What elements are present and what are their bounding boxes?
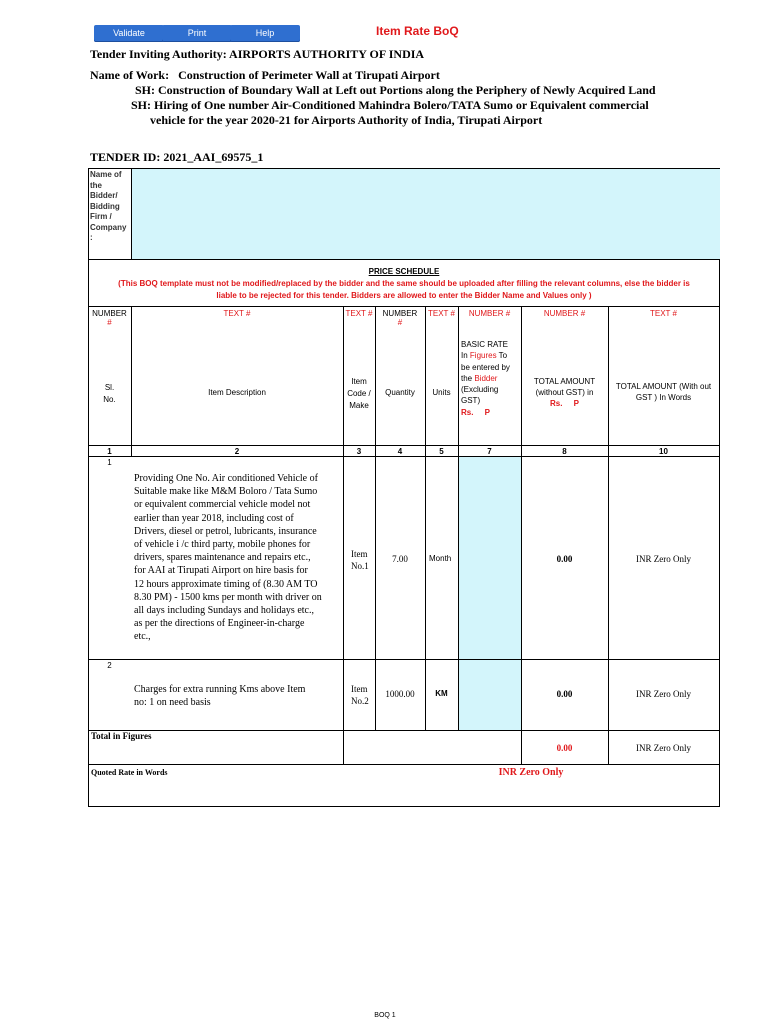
name-of-work-value: Construction of Perimeter Wall at Tirupati Airport — [178, 68, 440, 82]
sub-head-2-line1: SH: Hiring of One number Air-Conditioned Mahindra Bolero/TATA Sumo or Equivalent commercial — [131, 98, 649, 112]
sub-head-1: SH: Construction of Boundary Wall at Left out Portions along the Periphery of Newly Acquired Land — [135, 83, 656, 97]
total-words: INR Zero Only — [636, 743, 691, 753]
print-button[interactable]: Print — [162, 25, 232, 42]
header-item-code: Item Code / Make — [347, 377, 371, 410]
item-2-code: Item No.2 — [351, 684, 369, 706]
col-number: 3 — [356, 447, 362, 456]
item-1-total: 0.00 — [556, 554, 573, 564]
col-number: 7 — [487, 447, 492, 456]
item-1-quantity: 7.00 — [392, 554, 408, 564]
col-number: 8 — [562, 447, 567, 456]
col-number: 1 — [107, 447, 112, 456]
type-col-4: NUMBER # — [382, 309, 418, 327]
tender-authority: Tender Inviting Authority: AIRPORTS AUTHORITY OF INDIA — [90, 47, 425, 61]
type-col-5: TEXT # — [428, 309, 455, 318]
item-1-description: Providing One No. Air conditioned Vehicle of Suitable make like M&M Boloro / Tata Sumo or equivalent commercial vehicle model not earlier than year 2018, including cost of Drivers, diesel or petrol, lubricants, insurance of vehicle i /c third party, mobile phones for drivers, spares maintenance and repairs etc., for AAI at Tirupati Airport on hire basis for 12 hours approximate timing of (8.30 AM TO 8.30 PM) - 1500 kms per month with driver on all days including Sundays and holidays etc., as per the directions of Engineer-in-charge etc., — [134, 473, 322, 643]
header-units: Units — [432, 388, 451, 397]
header-slno: Sl. No. — [103, 383, 116, 404]
tender-id: TENDER ID: 2021_AAI_69575_1 — [90, 150, 264, 164]
item-2-slno: 2 — [107, 661, 112, 670]
type-col-2: TEXT # — [223, 309, 251, 318]
item-2-words: INR Zero Only — [636, 689, 691, 699]
help-button[interactable]: Help — [230, 25, 300, 42]
document-title: Item Rate BoQ — [376, 24, 459, 38]
header-basic-rate: BASIC RATE In Figures To be entered by the Bidder (Excluding GST) Rs. P — [461, 340, 510, 417]
item-1-slno: 1 — [107, 458, 112, 467]
name-of-work — [90, 68, 440, 83]
type-col-6: NUMBER # — [468, 309, 511, 318]
bidder-name-input[interactable] — [131, 169, 720, 259]
header-item-description: Item Description — [208, 388, 266, 397]
type-col-3: TEXT # — [345, 309, 373, 318]
item-2-units: KM — [435, 689, 448, 698]
col-number: 2 — [234, 447, 240, 456]
total-amount: 0.00 — [556, 743, 573, 753]
header-total-amount: TOTAL AMOUNT (without GST) in Rs. P — [533, 377, 596, 408]
header-quantity: Quantity — [385, 388, 415, 397]
page-footer: BOQ 1 — [374, 1012, 396, 1019]
col-number: 5 — [439, 447, 444, 456]
item-1-words: INR Zero Only — [636, 554, 691, 564]
header-total-words: TOTAL AMOUNT (With out GST ) In Words — [615, 382, 712, 402]
sub-head-2-line2: vehicle for the year 2020-21 for Airports Authority of India, Tirupati Airport — [150, 113, 543, 127]
price-schedule-note-1: (This BOQ template must not be modified/replaced by the bidder and the same should be uploaded after filling the relevant columns, else the bidder is — [118, 279, 690, 288]
col-number: 4 — [397, 447, 403, 456]
type-col-8: NUMBER # — [543, 309, 586, 318]
price-schedule-title: PRICE SCHEDULE — [368, 267, 440, 276]
type-col-1: NUMBER # — [92, 309, 127, 327]
item-1-code: Item No.1 — [351, 549, 369, 571]
bidder-label: Name of the Bidder/ Bidding Firm / Company : — [90, 170, 127, 242]
quoted-rate-value: INR Zero Only — [498, 767, 564, 778]
item-1-units: Month — [429, 554, 452, 563]
basic-rate-input-1[interactable] — [459, 457, 521, 659]
type-col-10: TEXT # — [650, 309, 677, 318]
quoted-rate-label: Quoted Rate in Words — [91, 768, 168, 777]
item-2-description: Charges for extra running Kms above Item no: 1 on need basis — [134, 684, 306, 709]
item-2-total: 0.00 — [556, 689, 573, 699]
item-2-quantity: 1000.00 — [385, 689, 415, 699]
validate-button[interactable]: Validate — [94, 25, 164, 42]
col-number: 10 — [659, 447, 668, 456]
basic-rate-input-2[interactable] — [459, 660, 521, 730]
total-in-figures-label: Total in Figures — [91, 731, 152, 741]
name-of-work-label: Name of Work: — [90, 68, 170, 82]
price-schedule-note-2: liable to be rejected for this tender. Bidders are allowed to enter the Bidder Name and Values only ) — [216, 291, 592, 300]
